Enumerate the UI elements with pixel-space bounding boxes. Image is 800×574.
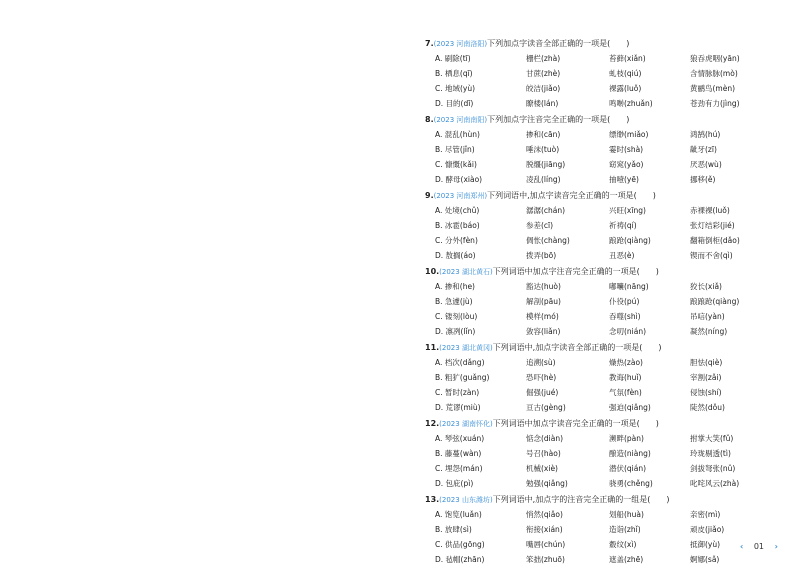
option-item: 掺和(cān) — [526, 130, 561, 139]
option-item: 宰割(zǎi) — [690, 373, 722, 382]
option-item: 栅栏(zhà) — [526, 54, 561, 63]
option-item: 翻箱倒柜(dǎo) — [690, 236, 740, 245]
option-item: 狡长(xiǎ) — [690, 282, 722, 291]
option-item: 窈窕(yǎo) — [609, 160, 644, 169]
question-stem — [425, 189, 770, 203]
option-item: 惦念(diàn) — [526, 434, 564, 443]
question-number: 11. — [425, 343, 440, 352]
question-block — [425, 113, 770, 187]
option-label-item: C. 地域(yù) — [435, 84, 476, 93]
option-item: 机械(xiè) — [526, 464, 558, 473]
option-label-item: C. 慷慨(kǎi) — [435, 160, 477, 169]
option-row — [425, 461, 770, 476]
option-item: 倔强(jué) — [526, 388, 559, 397]
option-item: 苍劲有力(jìng) — [690, 99, 740, 108]
option-item: 燥热(zào) — [609, 358, 643, 367]
option-item: 苔藓(xiǎn) — [609, 54, 646, 63]
option-item: 鸣啭(zhuǎn) — [609, 99, 653, 108]
option-item: 縠纹(xì) — [609, 540, 637, 549]
option-item: 瞭楼(lán) — [526, 99, 559, 108]
option-row — [425, 81, 770, 96]
option-label-item: B. 急遽(jù) — [435, 297, 473, 306]
option-row — [425, 172, 770, 187]
option-item: 凝然(níng) — [690, 327, 728, 336]
option-label-item: A. 饱览(luǎn) — [435, 510, 482, 519]
option-row — [425, 203, 770, 218]
option-item: 剑拔弩张(nǔ) — [690, 464, 736, 473]
option-label-item: C. 埋怨(mán) — [435, 464, 483, 473]
option-label-item: D. 酵母(xiào) — [435, 175, 483, 184]
option-item: 号召(hào) — [526, 449, 561, 458]
option-row — [425, 385, 770, 400]
question-block — [425, 341, 770, 415]
option-item: 皎洁(jiǎo) — [526, 84, 561, 93]
question-block — [425, 417, 770, 491]
question-number: 13. — [425, 495, 440, 504]
option-item: 裸露(luǒ) — [609, 84, 642, 93]
option-item: 拨弄(bō) — [526, 251, 557, 260]
option-item: 挪移(ě) — [690, 175, 716, 184]
option-row — [425, 355, 770, 370]
option-item: 嘴唇(chún) — [526, 540, 566, 549]
option-item: 仆役(pú) — [609, 297, 640, 306]
option-item: 拊掌大笑(fǔ) — [690, 434, 734, 443]
option-item: 霎时(shà) — [609, 145, 644, 154]
question-stem — [425, 265, 770, 279]
option-item: 龇牙(zī) — [690, 145, 717, 154]
option-item: 酿造(niàng) — [609, 449, 651, 458]
question-source: (2023 山东潍坊) — [439, 496, 493, 504]
option-label-item: B. 栖息(qī) — [435, 69, 473, 78]
question-number: 7. — [425, 39, 434, 48]
exercise-content — [425, 37, 770, 569]
option-label-item: D. 目的(dī) — [435, 99, 474, 108]
question-text: 下列词语中,加点字读音全部正确的一项是( ) — [492, 343, 662, 352]
option-row — [425, 400, 770, 415]
option-label-item: B. 冰雹(báo) — [435, 221, 480, 230]
question-source: (2023 河南郑州) — [433, 192, 488, 200]
question-source: (2023 河南洛阳) — [433, 40, 488, 48]
question-source: (2023 湖南怀化) — [439, 420, 493, 428]
option-item: 亘古(gèng) — [526, 403, 566, 412]
option-item: 唾沫(tuò) — [526, 145, 560, 154]
option-row — [425, 537, 770, 552]
option-row — [425, 431, 770, 446]
prev-page-icon[interactable]: ‹ — [740, 542, 744, 551]
option-item: 潜伏(qián) — [609, 464, 647, 473]
option-label-item: B. 尽管(jǐn) — [435, 145, 475, 154]
next-page-icon[interactable]: › — [774, 542, 778, 551]
question-stem — [425, 493, 770, 507]
option-item: 甘蔗(zhè) — [526, 69, 561, 78]
option-row — [425, 157, 770, 172]
question-text: 下列词语中,加点字的注音完全正确的一组是( ) — [492, 495, 670, 504]
option-item: 锲而不舍(qì) — [690, 251, 733, 260]
question-text: 下列词语中加点字读音完全正确的一项是( ) — [492, 419, 659, 428]
option-item: 造诣(zhǐ) — [609, 525, 641, 534]
option-item: 婀娜(sǎ) — [690, 555, 720, 564]
question-block — [425, 493, 770, 567]
option-row — [425, 142, 770, 157]
option-row — [425, 218, 770, 233]
option-item: 含情脉脉(mò) — [690, 69, 738, 78]
option-item: 缥缈(miǎo) — [609, 130, 649, 139]
option-item: 侵蚀(shí) — [690, 388, 722, 397]
option-item: 厌恶(wù) — [690, 160, 722, 169]
option-label-item: A. 刷除(tī) — [435, 54, 471, 63]
option-item: 嘟囔(nāng) — [609, 282, 649, 291]
option-label-item: A. 琴弦(xuán) — [435, 434, 485, 443]
option-row — [425, 96, 770, 111]
option-row — [425, 309, 770, 324]
option-item: 骁勇(chěng) — [609, 479, 653, 488]
option-row — [425, 127, 770, 142]
option-item: 划船(huà) — [609, 510, 644, 519]
option-label-item: D. 荒谬(miù) — [435, 403, 481, 412]
option-label-item: C. 暂时(zàn) — [435, 388, 480, 397]
option-row — [425, 233, 770, 248]
option-label-item: C. 供品(gōng) — [435, 540, 485, 549]
question-source: (2023 河南南阳) — [433, 116, 488, 124]
option-label-item: C. 分外(fèn) — [435, 236, 478, 245]
option-item: 抵御(yù) — [690, 540, 721, 549]
option-item: 狼吞虎咽(yān) — [690, 54, 740, 63]
question-source: (2023 湖北黄石) — [439, 268, 493, 276]
option-row — [425, 370, 770, 385]
option-item: 吞噬(shì) — [609, 312, 641, 321]
option-item: 念叨(nián) — [609, 327, 647, 336]
option-label-item: D. 毡帽(zhān) — [435, 555, 485, 564]
question-source: (2023 湖北黄冈) — [439, 344, 493, 352]
option-label-item: D. 敖搁(áo) — [435, 251, 476, 260]
option-label-item: B. 粗犷(guǎng) — [435, 373, 490, 382]
option-label-item: B. 藤蔓(wàn) — [435, 449, 482, 458]
question-stem — [425, 417, 770, 431]
option-label-item: A. 掺和(he) — [435, 282, 475, 291]
question-text: 下列加点字注音完全正确的一项是( ) — [487, 115, 630, 124]
option-item: 凌乱(líng) — [526, 175, 561, 184]
option-item: 赤裸裸(luǒ) — [690, 206, 730, 215]
option-item: 踉跄(qiàng) — [609, 236, 651, 245]
option-label-item: D. 凛冽(lǐn) — [435, 327, 476, 336]
option-row — [425, 522, 770, 537]
option-item: 黄鹂鸟(mèn) — [690, 84, 736, 93]
question-number: 12. — [425, 419, 440, 428]
option-item: 敛容(liǎn) — [526, 327, 561, 336]
option-label-item: D. 包庇(pì) — [435, 479, 474, 488]
option-row — [425, 552, 770, 567]
option-item: 胆怯(qiè) — [690, 358, 723, 367]
option-row — [425, 324, 770, 339]
option-item: 参差(cī) — [526, 221, 554, 230]
option-row — [425, 279, 770, 294]
question-stem — [425, 341, 770, 355]
option-item: 顽皮(jiǎo) — [690, 525, 725, 534]
pager — [736, 542, 782, 551]
option-item: 解剖(pāu) — [526, 297, 561, 306]
option-item: 叱咤风云(zhà) — [690, 479, 740, 488]
question-text: 下列词语中,加点字读音完全正确的一项是( ) — [487, 191, 656, 200]
option-item: 踉踉跄(qiàng) — [690, 297, 740, 306]
option-item: 丑恶(è) — [609, 251, 635, 260]
option-item: 恐吓(hè) — [526, 373, 557, 382]
question-stem — [425, 37, 770, 51]
option-item: 兴旺(xīng) — [609, 206, 646, 215]
option-label-item: C. 镂刻(lòu) — [435, 312, 478, 321]
question-number: 10. — [425, 267, 440, 276]
option-item: 抽噎(yē) — [609, 175, 639, 184]
question-block — [425, 37, 770, 111]
option-item: 玲珑剔透(tì) — [690, 449, 731, 458]
option-item: 气氛(fèn) — [609, 388, 642, 397]
option-row — [425, 51, 770, 66]
question-block — [425, 265, 770, 339]
option-item: 鸿鹄(hú) — [690, 130, 721, 139]
option-item: 追溯(sù) — [526, 358, 556, 367]
option-row — [425, 248, 770, 263]
option-row — [425, 446, 770, 461]
option-item: 遮盖(zhē) — [609, 555, 644, 564]
question-number: 8. — [425, 115, 434, 124]
option-item: 教诲(huǐ) — [609, 373, 642, 382]
question-block — [425, 189, 770, 263]
option-item: 勉强(qiǎng) — [526, 479, 568, 488]
option-item: 吊唁(yàn) — [690, 312, 725, 321]
option-row — [425, 294, 770, 309]
question-stem — [425, 113, 770, 127]
option-row — [425, 66, 770, 81]
option-item: 濒畔(pàn) — [609, 434, 644, 443]
option-item: 衔接(xián) — [526, 525, 563, 534]
option-label-item: A. 档次(dǎng) — [435, 358, 485, 367]
option-item: 张灯结彩(jié) — [690, 221, 735, 230]
option-label-item: B. 放肆(sì) — [435, 525, 472, 534]
option-item: 亲密(mì) — [690, 510, 721, 519]
question-number: 9. — [425, 191, 434, 200]
option-row — [425, 507, 770, 522]
option-label-item: A. 混乱(hùn) — [435, 130, 480, 139]
option-item: 脱缰(jiāng) — [526, 160, 566, 169]
option-item: 笨拙(zhuō) — [526, 555, 565, 564]
option-item: 陡然(dǒu) — [690, 403, 725, 412]
option-item: 豁达(huò) — [526, 282, 561, 291]
question-text: 下列词语中加点字注音完全正确的一项是( ) — [492, 267, 659, 276]
option-row — [425, 476, 770, 491]
option-item: 潺潺(chán) — [526, 206, 566, 215]
option-item: 强迫(qiǎng) — [609, 403, 651, 412]
option-item: 倜怅(chàng) — [526, 236, 570, 245]
page-number: 01 — [753, 542, 765, 551]
option-item: 虬枝(qiú) — [609, 69, 642, 78]
option-item: 悄然(qiǎo) — [526, 510, 563, 519]
option-label-item: A. 处境(chǔ) — [435, 206, 480, 215]
option-item: 模样(mó) — [526, 312, 559, 321]
question-text: 下列加点字读音全部正确的一项是( ) — [487, 39, 630, 48]
option-item: 祈祷(qí) — [609, 221, 637, 230]
